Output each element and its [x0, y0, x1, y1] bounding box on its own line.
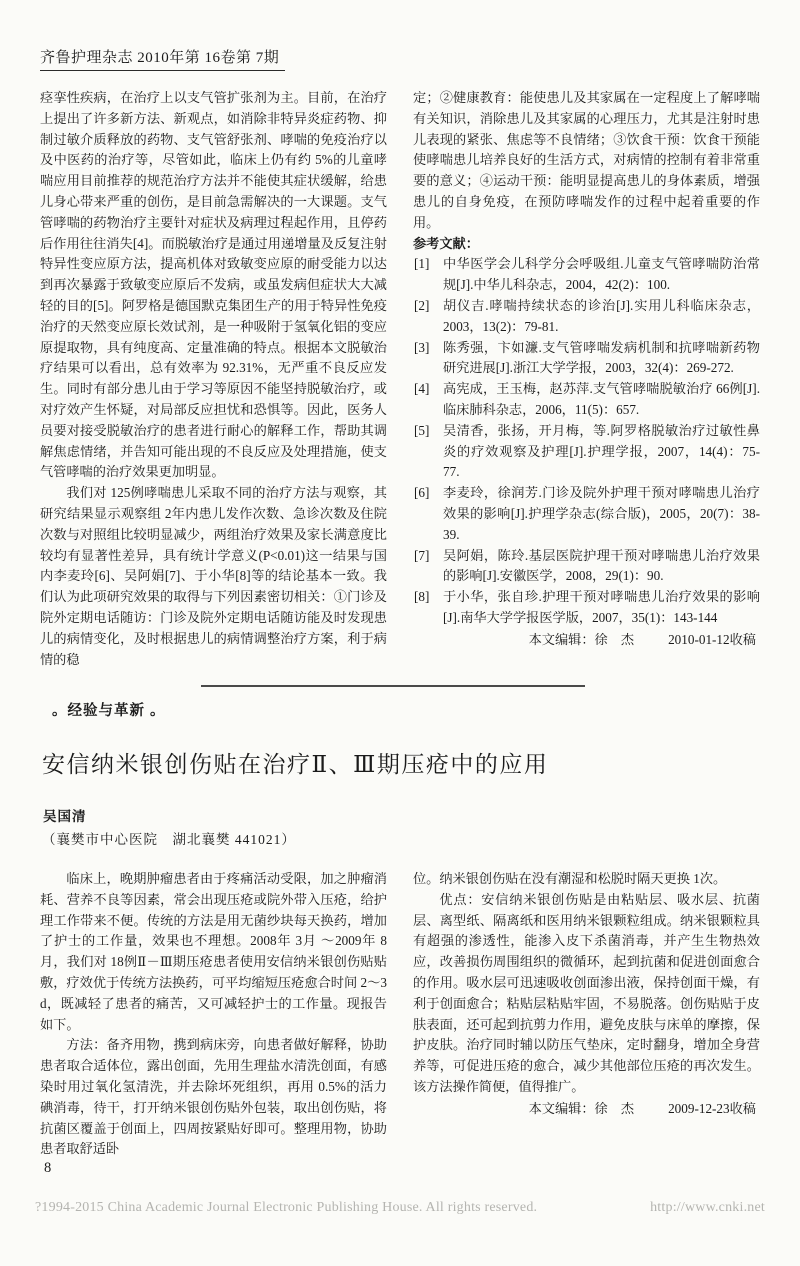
reference-text: 胡仪吉.哮喘持续状态的诊治[J].实用儿科临床杂志，2003，13(2)：79-81. [443, 297, 760, 334]
article-title: 安信纳米银创伤贴在治疗Ⅱ、Ⅲ期压疮中的应用 [42, 752, 549, 777]
editor-note: 本文编辑：徐 杰 [528, 631, 635, 647]
reference-number: [1] [414, 256, 430, 272]
author-affiliation: （襄樊市中心医院 湖北襄樊 441021） [42, 832, 296, 847]
paragraph: 位。纳米银创伤贴在没有潮湿和松脱时隔天更换 1次。 [413, 871, 727, 886]
article2-right-column [413, 869, 760, 1120]
article2-left-column [40, 869, 387, 1160]
paragraph: 定；②健康教育：能使患儿及其家属在一定程度上了解哮喘有关知识，消除患儿及其家属的心理压力，尤其是注射时患儿表现的紧张、焦虑等不良情绪；③饮食干预：饮食干预能使哮喘患儿培养良好的生活方式，对病情的控制有着非常重要的意义；④运动干预：能明显提高患儿的身体素质，增强患儿的自身免疫，在预防哮喘发作的过程中起着重要的作用。 [413, 90, 760, 230]
reference-number: [5] [414, 422, 430, 438]
reference-text: 吴阿娟，陈玲.基层医院护理干预对哮喘患儿治疗效果的影响[J].安徽医学，2008，29(1)：90. [443, 547, 760, 584]
cnki-url: http://www.cnki.net [650, 1200, 765, 1215]
references-heading: 参考文献： [413, 235, 479, 251]
reference-item [413, 587, 760, 629]
reference-number: [8] [414, 589, 430, 605]
reference-number: [7] [414, 547, 430, 563]
journal-header: 齐鲁护理杂志 2010年第 16卷第 7期 [40, 46, 285, 71]
reference-number: [4] [414, 381, 430, 397]
reference-item [413, 338, 760, 380]
section-label: 。经验与革新 。 [52, 703, 166, 719]
reference-item [413, 254, 760, 296]
page-number: 8 [44, 1160, 52, 1176]
reference-item [413, 546, 760, 588]
section-divider [201, 685, 585, 687]
paragraph: 我们对 125例哮喘患儿采取不同的治疗方法与观察，其研究结果显示观察组 2年内患儿发作次数、急诊次数及住院次数与对照组比较明显减少，两组治疗效果及家长满意度比较均有显著性差异，具有统计学意义(P<0.01)这一结果与国内李麦玲[6]、吴阿娟[7]、于小华[8]等的结论基本一致。我们认为此项研究效果的取得与下列因素密切相关：①门诊及院外定期电话随访：门诊及院外定期电话随访能及时发现患儿的病情变化，及时根据患儿的病情调整治疗方案，利于病情的稳 [40, 485, 387, 667]
copyright-text: ?1994-2015 China Academic Journal Electronic Publishing House. All rights reserved. [35, 1200, 538, 1215]
editor-note: 本文编辑：徐 杰 [528, 1100, 635, 1116]
paragraph: 方法：备齐用物，携到病床旁，向患者做好解释，协助患者取合适体位，露出创面，先用生理盐水清洗创面，有感染时用过氧化氢清洗，并去除坏死组织，再用 0.5%的活力碘消毒，待干，打开纳米银创伤贴外包装，取出创伤贴，将抗菌区覆盖于创面上，四周按紧贴好即可。整理用物，协助患者取舒适卧 [40, 1037, 387, 1157]
reference-item [413, 379, 760, 421]
author-name: 吴国清 [43, 809, 87, 824]
scan-footer [35, 1200, 765, 1216]
reference-text: 高宪成，王玉梅，赵苏萍.支气管哮喘脱敏治疗 66例[J].临床肺科杂志，2006，11(5)：657. [443, 381, 760, 417]
paragraph: 优点：安信纳米银创伤贴是由粘贴层、吸水层、抗菌层、离型纸、隔离纸和医用纳米银颗粒组成。纳米银颗粒具有超强的渗透性，能渗入皮下杀菌消毒，并产生生物热效应，改善损伤周围组织的微循环，起到抗菌和促进创面愈合的作用。吸水层可迅速吸收创面渗出液，保持创面干燥，有利于创面愈合；粘贴层粘贴牢固，不易脱落。创伤贴贴于皮肤表面，还可起到抗剪力作用，避免皮肤与床单的摩擦，保护皮肤。治疗同时辅以防压气垫床，定时翻身，增加全身营养等，可促进压疮的愈合，减少其他部位压疮的再次发生。该方法操作简便，值得推广。 [413, 891, 760, 1094]
reference-number: [3] [414, 339, 430, 355]
article1-left-column [40, 88, 387, 670]
reference-text: 陈秀强，卞如濂.支气管哮喘发病机制和抗哮喘新药物研究进展[J].浙江大学学报，2003，32(4)：269-272. [443, 339, 760, 376]
reference-text: 李麦玲，徐润芳.门诊及院外护理干预对哮喘患儿治疗效果的影响[J].护理学杂志(综合版)，2005，20(7)：38-39. [443, 485, 760, 542]
reference-item [413, 483, 760, 545]
reference-item [413, 296, 760, 338]
received-date: 2010-01-12收稿 [668, 631, 756, 647]
references-list [413, 254, 760, 628]
reference-text: 于小华，张自珍.护理干预对哮喘患儿治疗效果的影响[J].南华大学学报医学版，2007，35(1)：143-144 [443, 589, 760, 625]
reference-text: 吴清香，张扬，开月梅，等.阿罗格脱敏治疗过敏性鼻炎的疗效观察及护理[J].护理学报，2007，14(4)：75-77. [443, 422, 760, 480]
article1-right-column [413, 88, 760, 651]
reference-number: [6] [414, 485, 430, 501]
editor-row [413, 630, 760, 651]
editor-row [413, 1099, 760, 1120]
reference-item [413, 421, 760, 483]
reference-text: 中华医学会儿科学分会呼吸组.儿童支气管哮喘防治常规[J].中华儿科杂志，2004，42(2)：100. [443, 256, 760, 293]
received-date: 2009-12-23收稿 [668, 1100, 756, 1116]
paragraph: 临床上，晚期肿瘤患者由于疼痛活动受限，加之肿瘤消耗、营养不良等因素，常会出现压疮或院外带入压疮，给护理工作带来不便。传统的方法是用无菌纱块每天换药，增加了护士的工作量，效果也不理想。2008年 3月 ～2009年 8月，我们对 18例Ⅱ－Ⅲ期压疮患者使用安信纳米银创伤贴贴敷，疗效优于传统方法换药，可平均缩短压疮愈合时间 2～3 d，既减轻了患者的痛苦，又可减轻护士的工作量。现报告如下。 [40, 871, 387, 1032]
paragraph: 痉挛性疾病，在治疗上以支气管扩张剂为主。目前，在治疗上提出了许多新方法、新观点，如消除非特异炎症药物、抑制过敏介质释放的药物、支气管舒张剂、哮喘的免疫治疗以及中医药的治疗等，尽管如此，临床上仍有约 5%的儿童哮喘应用目前推荐的规范治疗方法并不能使其症状缓解，给患儿身心带来严重的创伤，是目前急需解决的一大课题。支气管哮喘的药物治疗主要针对症状及病理过程起作用，且停药后作用往往消失[4]。而脱敏治疗是通过用递增量及反复注射特异性变应原方法，提高机体对致敏变应原的耐受能力以达到再次暴露于致敏变应原后不发病，或虽发病但症状大大减轻的目的[5]。阿罗格是德国默克集团生产的用于特异性免疫治疗的天然变应原长效试剂，是一种吸附于氢氧化铝的变应原提取物，具有纯度高、定量准确的特点。根据本文脱敏治疗结果可以看出，总有效率为 92.31%，无严重不良反应发生。同时有部分患儿由于学习等原因不能坚持脱敏治疗，或对疗效产生怀疑，对局部反应担忧和恐惧等。因此，医务人员要对接受脱敏治疗的患者进行耐心的解释工作，帮助其调解焦虑情绪，并告知可能出现的不良反应及处理措施，使支气管哮喘的治疗效果更加明显。 [40, 90, 387, 480]
reference-number: [2] [414, 297, 430, 313]
